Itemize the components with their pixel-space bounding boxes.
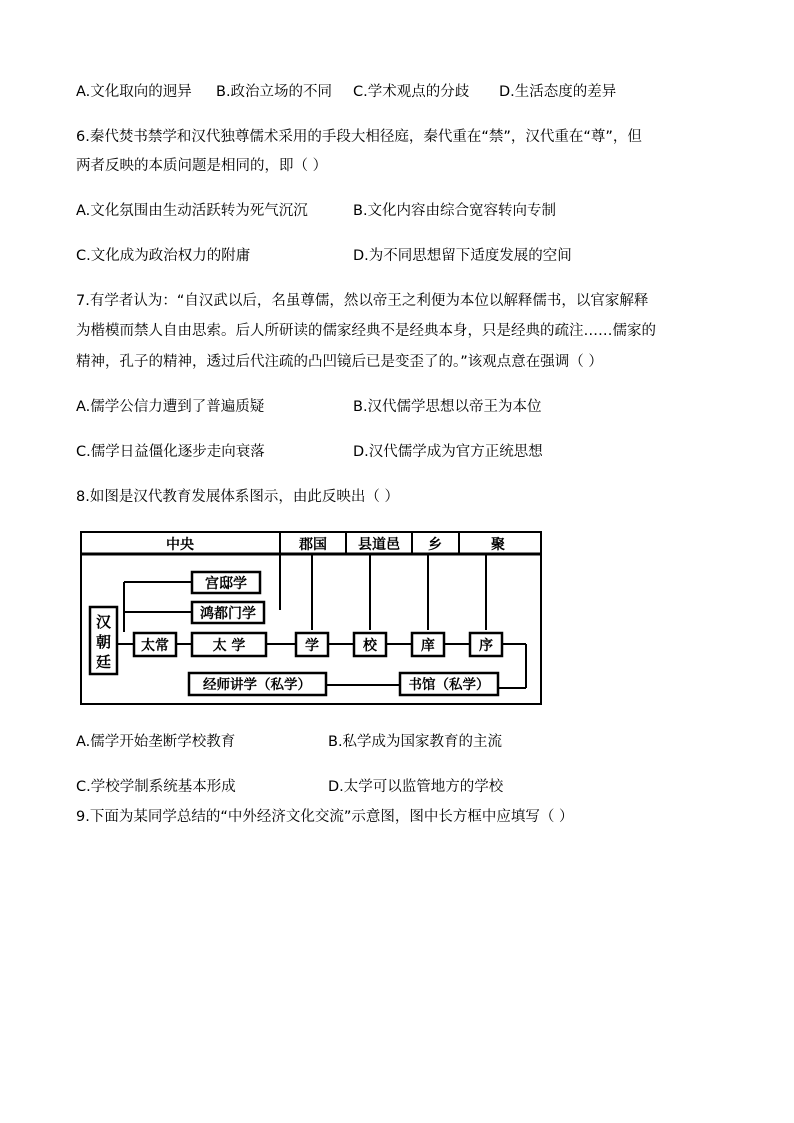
q9-stem: 9.下面为某同学总结的“中外经济文化交流”示意图，图中长方框中应填写（ ） (76, 809, 574, 825)
q7-option-b: B.汉代儒学思想以帝王为本位 (353, 399, 542, 415)
q6-option-c: C.文化成为政治权力的附庸 (76, 248, 251, 264)
q8-option-c: C.学校学制系统基本形成 (76, 779, 236, 795)
header-ju: 聚 (491, 537, 505, 553)
header-central: 中央 (166, 537, 194, 553)
court-char-3: 廷 (95, 653, 112, 671)
q7-option-a: A.儒学公信力遭到了普遍质疑 (76, 399, 265, 415)
taixue-label: 太 学 (212, 638, 246, 654)
q7-stem-line-1: 7.有学者认为：“自汉武以后，名虽尊儒，然以帝王之利便为本位以解释儒书，以官家解释 (76, 293, 649, 309)
q6-option-b: B.文化内容由综合宽容转向专制 (353, 203, 557, 219)
hongdumen-label: 鸿都门学 (200, 606, 256, 622)
q5-option-c: C.学术观点的分歧 (353, 84, 470, 100)
q6-stem-line-2: 两者反映的本质问题是相同的，即（ ） (76, 158, 328, 174)
q5-option-d: D.生活态度的差异 (499, 84, 617, 100)
q7-option-d: D.汉代儒学成为官方正统思想 (353, 444, 543, 460)
court-char-1: 汉 (95, 613, 112, 631)
q6-stem-line-1: 6.秦代焚书禁学和汉代独尊儒术采用的手段大相径庭，秦代重在“禁”，汉代重在“尊”，但 (76, 129, 642, 145)
gongdi-label: 宫邸学 (205, 576, 247, 592)
shuguan-label: 书馆（私学） (408, 677, 490, 693)
xiang-label: 庠 (421, 638, 435, 654)
q8-option-a: A.儒学开始垄断学校教育 (76, 734, 236, 750)
xue-label: 学 (305, 638, 319, 654)
q5-option-a: A.文化取向的迥异 (76, 84, 192, 100)
header-xiang: 乡 (428, 537, 442, 553)
taichang-label: 太常 (141, 638, 169, 654)
q8-option-b: B.私学成为国家教育的主流 (328, 734, 503, 750)
q7-stem-line-3: 精神，孔子的精神，透过后代注疏的凸凹镜后已是变歪了的。”该观点意在强调（ ） (76, 354, 603, 370)
header-junguo: 郡国 (299, 537, 327, 553)
q7-option-c: C.儒学日益僵化逐步走向衰落 (76, 444, 265, 460)
q7-stem-line-2: 为楷模而禁人自由思索。后人所研读的儒家经典不是经典本身，只是经典的疏注……儒家的 (76, 323, 656, 339)
header-xian: 县道邑 (358, 537, 400, 553)
xiao-label: 校 (363, 638, 377, 654)
xu-label: 序 (479, 638, 493, 654)
q8-option-d: D.太学可以监管地方的学校 (328, 779, 504, 795)
jingshi-label: 经师讲学（私学） (203, 677, 311, 693)
court-char-2: 朝 (95, 633, 112, 651)
q6-option-d: D.为不同思想留下适度发展的空间 (353, 248, 572, 264)
q6-option-a: A.文化氛围由生动活跃转为死气沉沉 (76, 203, 308, 219)
q5-option-b: B.政治立场的不同 (216, 84, 333, 100)
q8-stem: 8.如图是汉代教育发展体系图示，由此反映出（ ） (76, 489, 399, 505)
education-system-diagram (80, 530, 544, 706)
